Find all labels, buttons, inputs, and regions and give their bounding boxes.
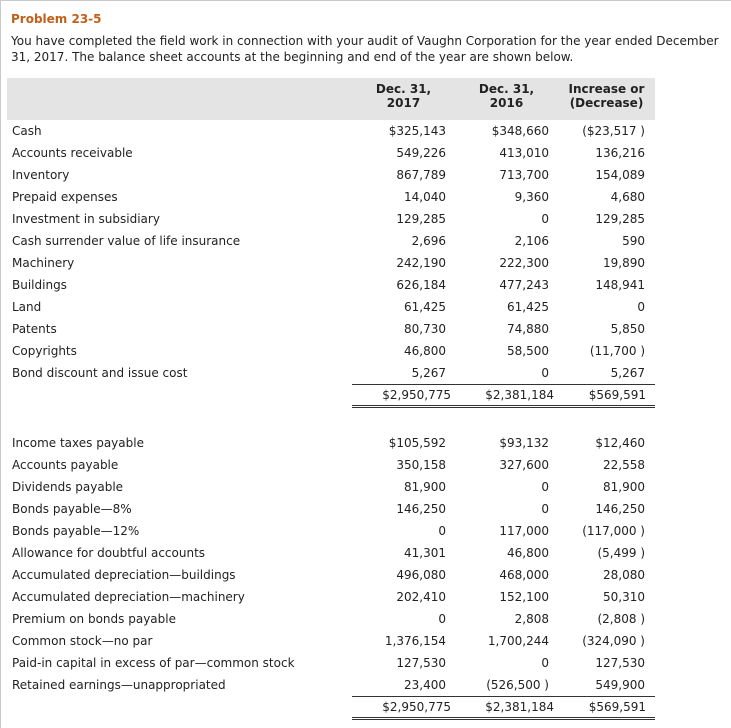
liability-total-2016: $2,381,184 [455, 697, 558, 719]
liability-dec-2016: 0 [541, 502, 549, 516]
table-body [7, 120, 655, 719]
asset-label: Buildings [12, 278, 67, 292]
liability-label: Retained earnings—unappropriated [12, 678, 226, 693]
asset-label: Patents [12, 322, 57, 336]
liability-dec-2017: 146,250 [396, 502, 446, 516]
asset-total-2016: $2,381,184 [455, 385, 558, 407]
asset-dec-2016: $348,660 [491, 124, 549, 138]
table-row [7, 362, 655, 385]
table-row [7, 498, 655, 520]
liability-label: Bonds payable—8% [12, 502, 132, 516]
header-change: Increase or (Decrease) [568, 82, 645, 110]
asset-label: Land [12, 300, 42, 314]
table-header [7, 78, 655, 120]
liability-change: 146,250 [595, 502, 645, 516]
liability-label: Dividends payable [12, 480, 124, 494]
table-row [7, 520, 655, 542]
table-row [7, 652, 655, 674]
liability-dec-2016: 0 [541, 480, 549, 494]
liability-dec-2017: 1,376,154 [384, 634, 446, 648]
asset-dec-2017: 129,285 [396, 212, 446, 226]
asset-total-label [7, 385, 352, 407]
liability-dec-2017: 0 [438, 612, 446, 626]
liability-dec-2017: $105,592 [388, 436, 446, 450]
asset-dec-2016: 61,425 [507, 300, 549, 314]
table-row [7, 454, 655, 476]
liability-change: (5,499 ) [597, 546, 645, 560]
liability-label: Premium on bonds payable [12, 612, 176, 626]
asset-dec-2017: 5,267 [411, 366, 446, 380]
asset-dec-2017: 549,226 [396, 146, 446, 160]
asset-dec-2017: 46,800 [404, 344, 446, 358]
asset-total-row [7, 385, 655, 407]
asset-change: 154,089 [595, 168, 645, 182]
asset-dec-2017: $325,143 [388, 124, 446, 138]
liability-label: Common stock—no par [12, 634, 153, 648]
asset-change: 4,680 [610, 190, 645, 204]
asset-dec-2016: 222,300 [499, 256, 549, 270]
liability-dec-2017: 496,080 [396, 568, 446, 582]
table-row [7, 608, 655, 630]
asset-total-2017: $2,950,775 [352, 385, 455, 407]
asset-change: 148,941 [595, 278, 645, 292]
asset-label: Cash surrender value of life insurance [12, 234, 241, 248]
liability-change: 81,900 [603, 480, 645, 494]
header-label [7, 78, 352, 120]
liability-dec-2016: 0 [541, 656, 549, 670]
asset-change: 0 [637, 300, 645, 314]
liability-change: 549,900 [595, 678, 645, 692]
liability-dec-2017: 0 [438, 524, 446, 538]
liability-dec-2016: 152,100 [499, 590, 549, 604]
liability-change: 50,310 [603, 590, 645, 604]
table-row [7, 674, 655, 697]
table-row [7, 432, 655, 454]
table-row [7, 340, 655, 362]
liability-dec-2016: 46,800 [507, 546, 549, 560]
table-row [7, 208, 655, 230]
liability-total-2017: $2,950,775 [352, 697, 455, 719]
asset-dec-2017: 14,040 [404, 190, 446, 204]
asset-label: Investment in subsidiary [12, 212, 160, 226]
table-row [7, 142, 655, 164]
spacer-cell [558, 407, 655, 433]
spacer-cell [455, 407, 558, 433]
liability-total-change: $569,591 [558, 697, 655, 719]
liability-dec-2016: (526,500 ) [486, 678, 549, 692]
asset-change: 5,850 [610, 322, 645, 336]
problem-intro: You have completed the field work in connection with your audit of Vaughn Corporation for the year ended December 31, 2017. The balance sheet accounts at the beginning and end of the year are shown below. [11, 34, 719, 64]
liability-dec-2017: 23,400 [404, 678, 446, 692]
asset-label: Bond discount and issue cost [12, 366, 188, 381]
liability-label: Accounts payable [12, 458, 119, 472]
liability-change: 28,080 [603, 568, 645, 582]
section-spacer [7, 407, 655, 433]
liability-change: (117,000 ) [582, 524, 645, 538]
asset-change: 19,890 [603, 256, 645, 270]
asset-change: ($23,517 ) [582, 124, 645, 138]
table-row [7, 542, 655, 564]
asset-label: Inventory [12, 168, 70, 182]
asset-dec-2016: 713,700 [499, 168, 549, 182]
table-row [7, 120, 655, 142]
table-row [7, 318, 655, 340]
asset-change: (11,700 ) [589, 344, 645, 358]
table-row [7, 296, 655, 318]
asset-dec-2016: 0 [541, 212, 549, 226]
asset-label: Prepaid expenses [12, 190, 118, 204]
liability-label: Accumulated depreciation—machinery [12, 590, 245, 604]
table-row [7, 164, 655, 186]
asset-label: Cash [12, 124, 42, 138]
table-row [7, 586, 655, 608]
liability-total-label [7, 697, 352, 719]
asset-dec-2016: 0 [541, 366, 549, 380]
liability-label: Allowance for doubtful accounts [12, 546, 206, 560]
liability-label: Paid-in capital in excess of par—common stock [12, 656, 295, 670]
asset-dec-2016: 74,880 [507, 322, 549, 336]
asset-change: 129,285 [595, 212, 645, 226]
spacer-cell [352, 407, 455, 433]
asset-dec-2017: 2,696 [411, 234, 446, 248]
spacer-cell [7, 407, 352, 433]
liability-dec-2016: $93,132 [499, 436, 549, 450]
liability-dec-2016: 468,000 [499, 568, 549, 582]
liability-change: $12,460 [595, 436, 645, 450]
liability-change: 127,530 [595, 656, 645, 670]
asset-dec-2017: 626,184 [396, 278, 446, 292]
asset-dec-2017: 242,190 [396, 256, 446, 270]
liability-dec-2016: 2,808 [514, 612, 549, 626]
table-row [7, 630, 655, 652]
asset-dec-2017: 867,789 [396, 168, 446, 182]
asset-total-change: $569,591 [558, 385, 655, 407]
asset-label: Accounts receivable [12, 146, 133, 160]
asset-change: 5,267 [610, 366, 645, 380]
asset-dec-2017: 61,425 [404, 300, 446, 314]
table-row [7, 274, 655, 296]
asset-dec-2017: 80,730 [404, 322, 446, 336]
liability-dec-2017: 202,410 [396, 590, 446, 604]
header-dec-2016: Dec. 31, 2016 [478, 82, 535, 110]
asset-dec-2016: 9,360 [514, 190, 549, 204]
header-row [7, 78, 655, 120]
liability-total-row [7, 697, 655, 719]
liability-dec-2017: 41,301 [404, 546, 446, 560]
header-dec-2017: Dec. 31, 2017 [375, 82, 432, 110]
liability-change: 22,558 [603, 458, 645, 472]
asset-change: 136,216 [595, 146, 645, 160]
liability-change: (324,090 ) [582, 634, 645, 648]
liability-dec-2017: 81,900 [404, 480, 446, 494]
liability-dec-2016: 117,000 [499, 524, 549, 538]
asset-label: Machinery [12, 256, 75, 270]
liability-change: (2,808 ) [597, 612, 645, 626]
asset-label: Copyrights [12, 344, 77, 358]
table-row [7, 186, 655, 208]
liability-label: Bonds payable—12% [12, 524, 140, 538]
asset-dec-2016: 2,106 [514, 234, 549, 248]
panel-border-top [0, 0, 731, 1]
liability-dec-2017: 350,158 [396, 458, 446, 472]
asset-dec-2016: 477,243 [499, 278, 549, 292]
liability-dec-2016: 327,600 [499, 458, 549, 472]
asset-dec-2016: 58,500 [507, 344, 549, 358]
liability-label: Accumulated depreciation—buildings [12, 568, 236, 582]
table-row [7, 230, 655, 252]
liability-dec-2016: 1,700,244 [487, 634, 549, 648]
panel-border-left [0, 0, 1, 728]
asset-dec-2016: 413,010 [499, 146, 549, 160]
table-row [7, 476, 655, 498]
asset-change: 590 [622, 234, 645, 248]
table-row [7, 564, 655, 586]
balance-sheet-table [7, 78, 655, 720]
liability-label: Income taxes payable [12, 436, 144, 450]
table-row [7, 252, 655, 274]
liability-dec-2017: 127,530 [396, 656, 446, 670]
problem-title: Problem 23-5 [11, 12, 102, 26]
